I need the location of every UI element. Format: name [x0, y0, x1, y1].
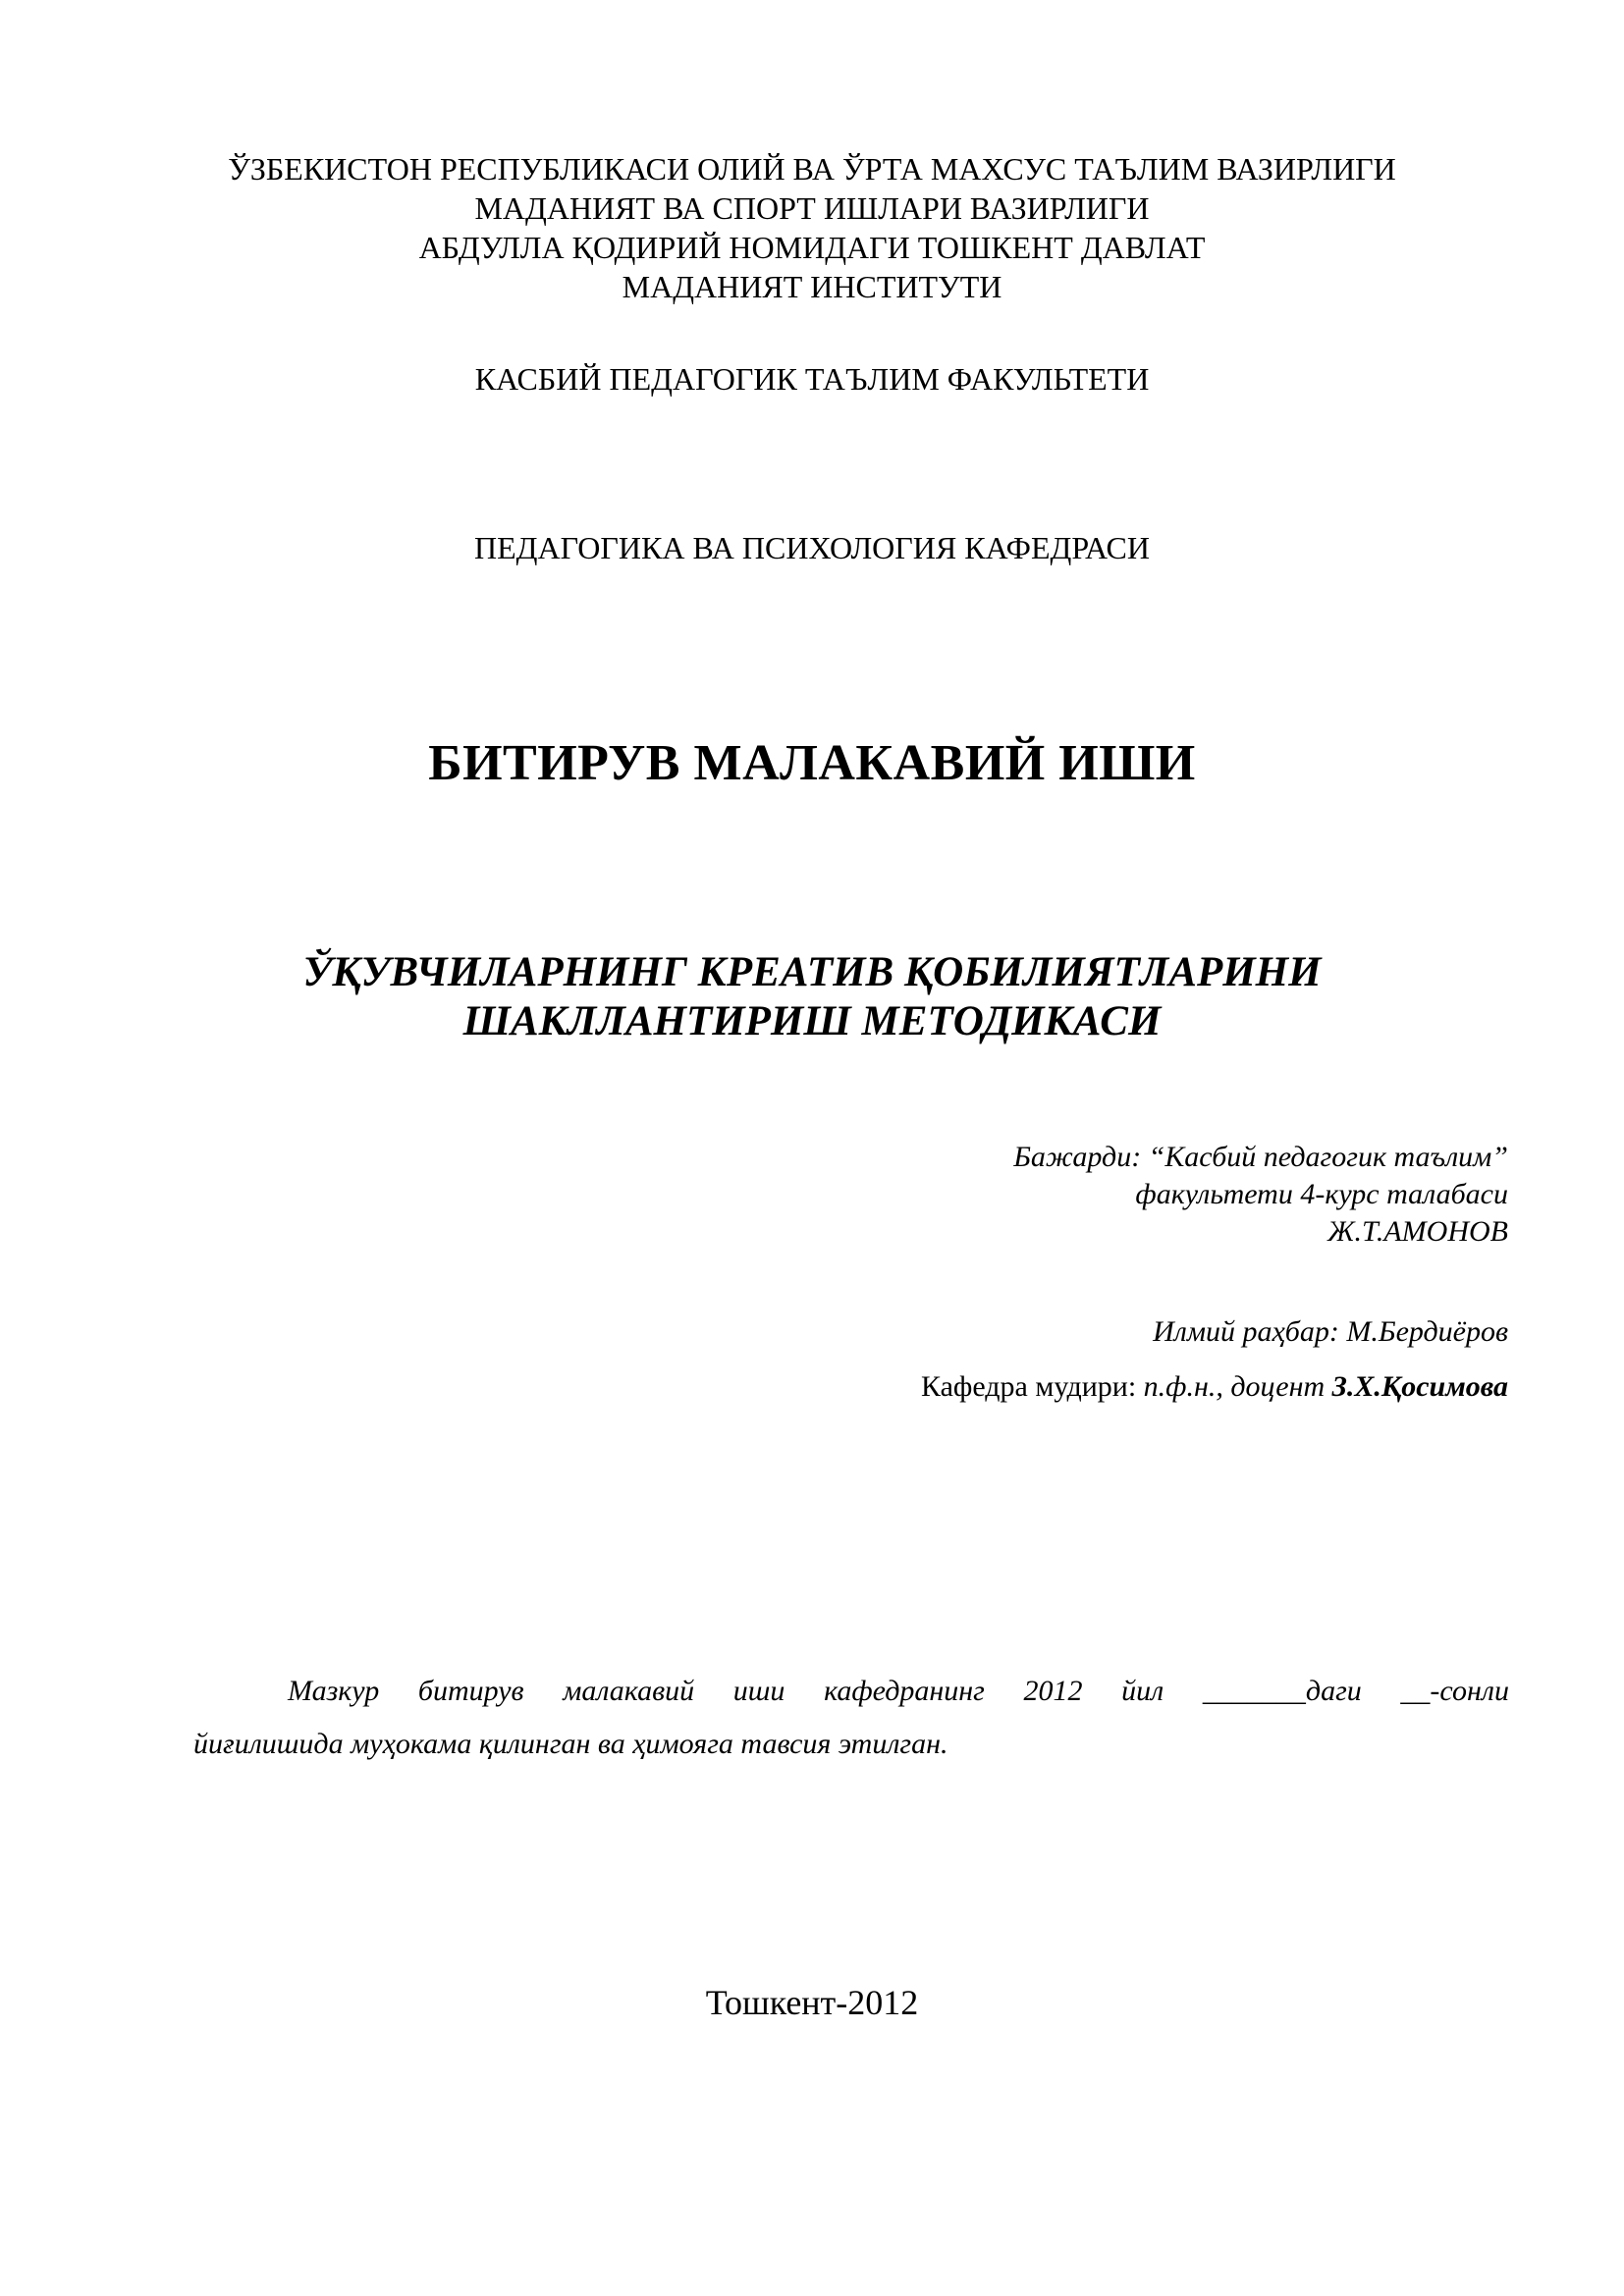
- city-year: Тошкент-2012: [705, 1983, 919, 2022]
- approval-line-2: йиғилишида муҳокама қилинган ва ҳимояга тавсия этилган.: [193, 1728, 948, 1760]
- approval-word: иши: [732, 1675, 785, 1707]
- approval-date-blank: _______даги: [1202, 1675, 1362, 1707]
- head-name: З.Х.Қосимова: [1331, 1370, 1508, 1403]
- supervisor-line: Илмий раҳбар: М.Бердиёров: [1153, 1315, 1508, 1348]
- head-of-department-line: [526, 1368, 1508, 1406]
- author-name: Ж.Т.АМОНОВ: [1327, 1215, 1508, 1248]
- ministry-line: ЎЗБЕКИСТОН РЕСПУБЛИКАСИ ОЛИЙ ВА ЎРТА МАХСУС ТАЪЛИМ ВАЗИРЛИГИ: [228, 151, 1396, 187]
- topic-line-2: ШАКЛЛАНТИРИШ МЕТОДИКАСИ: [462, 998, 1162, 1044]
- approval-word: йил: [1121, 1675, 1164, 1707]
- approval-word: малакавий: [563, 1675, 695, 1707]
- faculty-name: КАСБИЙ ПЕДАГОГИК ТАЪЛИМ ФАКУЛЬТЕТИ: [474, 361, 1150, 397]
- approval-line-1: [193, 1665, 1509, 1718]
- head-degree: п.ф.н., доцент: [1143, 1370, 1332, 1403]
- ministry2-line: МАДАНИЯТ ВА СПОРТ ИШЛАРИ ВАЗИРЛИГИ: [474, 190, 1150, 226]
- author-line-2: факультети 4-курс талабаси: [1135, 1178, 1508, 1210]
- institute-line-1: АБДУЛЛА ҚОДИРИЙ НОМИДАГИ ТОШКЕНТ ДАВЛАТ: [418, 230, 1206, 265]
- author-block: [526, 1139, 1508, 1251]
- approval-note: [193, 1665, 1509, 1771]
- head-label: Кафедра мудири:: [920, 1370, 1144, 1403]
- topic-line-1: ЎҚУВЧИЛАРНИНГ КРЕАТИВ ҚОБИЛИЯТЛАРИНИ: [302, 949, 1322, 995]
- approval-number-blank: __-сонли: [1400, 1675, 1509, 1707]
- approval-word: битирув: [417, 1675, 524, 1707]
- institute-line-2: МАДАНИЯТ ИНСТИТУТИ: [622, 269, 1002, 304]
- department-name: ПЕДАГОГИКА ВА ПСИХОЛОГИЯ КАФЕДРАСИ: [474, 530, 1150, 565]
- author-line-1: Бажарди: “Касбий педагогик таълим”: [1013, 1141, 1508, 1173]
- approval-word: Мазкур: [288, 1675, 380, 1707]
- approval-word: 2012: [1023, 1675, 1083, 1707]
- approval-word: кафедранинг: [824, 1675, 985, 1707]
- document-title: БИТИРУВ МАЛАКАВИЙ ИШИ: [428, 735, 1196, 791]
- institution-header: [0, 149, 1624, 306]
- thesis-topic: [0, 948, 1624, 1046]
